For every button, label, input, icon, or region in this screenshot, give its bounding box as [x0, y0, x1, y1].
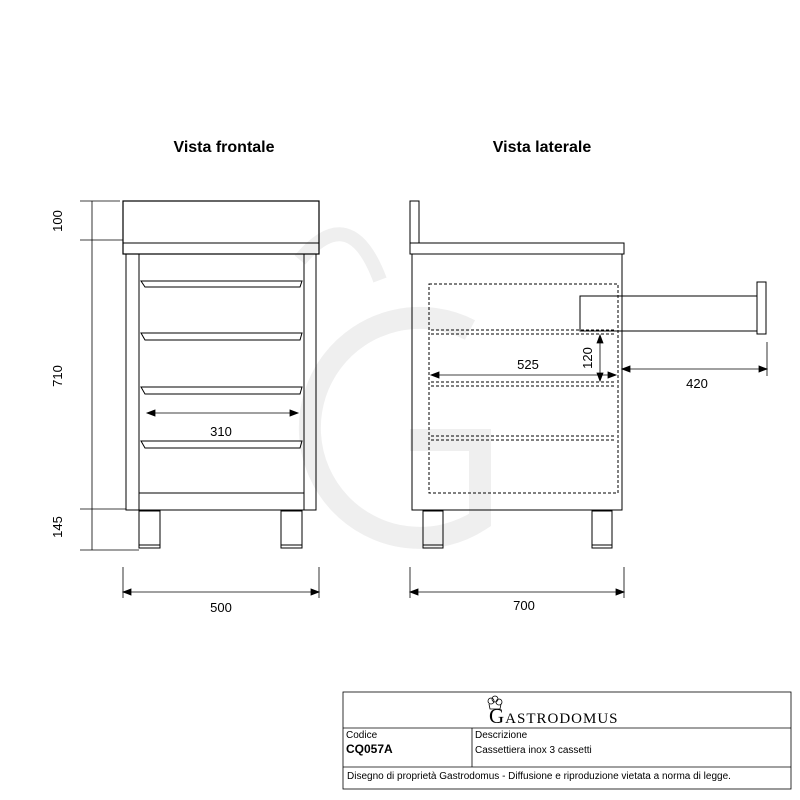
drawer-depth-dimension [431, 372, 616, 378]
side-extended-drawer [580, 282, 766, 334]
dim-depth: 700 [513, 598, 535, 613]
front-drawer-3 [141, 387, 302, 394]
front-view [123, 201, 319, 548]
dim-leg-height: 145 [50, 516, 65, 538]
dim-drawer-height: 120 [580, 347, 595, 369]
side-backsplash [410, 201, 419, 243]
description-value: Cassettiera inox 3 cassetti [475, 745, 592, 756]
side-depth-dimension [410, 567, 624, 598]
front-drawer-1 [141, 281, 302, 287]
front-view-title: Vista frontale [173, 139, 275, 156]
dim-inner-width: 310 [210, 424, 232, 439]
ownership-note: Disegno di proprietà Gastrodomus - Diffusione e riproduzione vietata a norma di legge. [347, 771, 731, 782]
description-label: Descrizione [475, 730, 528, 741]
front-leg-left [139, 511, 160, 548]
brand-name: GASTRODOMUS [489, 704, 619, 728]
dim-drawer-depth: 525 [517, 357, 539, 372]
side-view-title: Vista laterale [492, 139, 592, 156]
front-drawer-4 [141, 441, 302, 448]
front-height-dimensions [80, 201, 139, 550]
side-leg-right [592, 511, 612, 548]
side-worktop [410, 243, 624, 254]
front-drawer-2 [141, 333, 302, 340]
dim-top-height: 100 [50, 210, 65, 232]
side-view [410, 201, 766, 548]
inner-width-dimension [147, 410, 298, 416]
code-value: CQ057A [346, 742, 393, 756]
drawer-height-dimension [597, 335, 603, 381]
dim-body-height: 710 [50, 365, 65, 387]
front-worktop [123, 201, 319, 254]
brand-logo [488, 696, 619, 728]
front-width-dimension [123, 567, 319, 598]
dim-front-width: 500 [210, 600, 232, 615]
drawer-extension-dimension [622, 342, 767, 376]
dim-drawer-extension: 420 [686, 376, 708, 391]
front-body [126, 254, 316, 510]
code-label: Codice [346, 730, 378, 741]
front-leg-right [281, 511, 302, 548]
